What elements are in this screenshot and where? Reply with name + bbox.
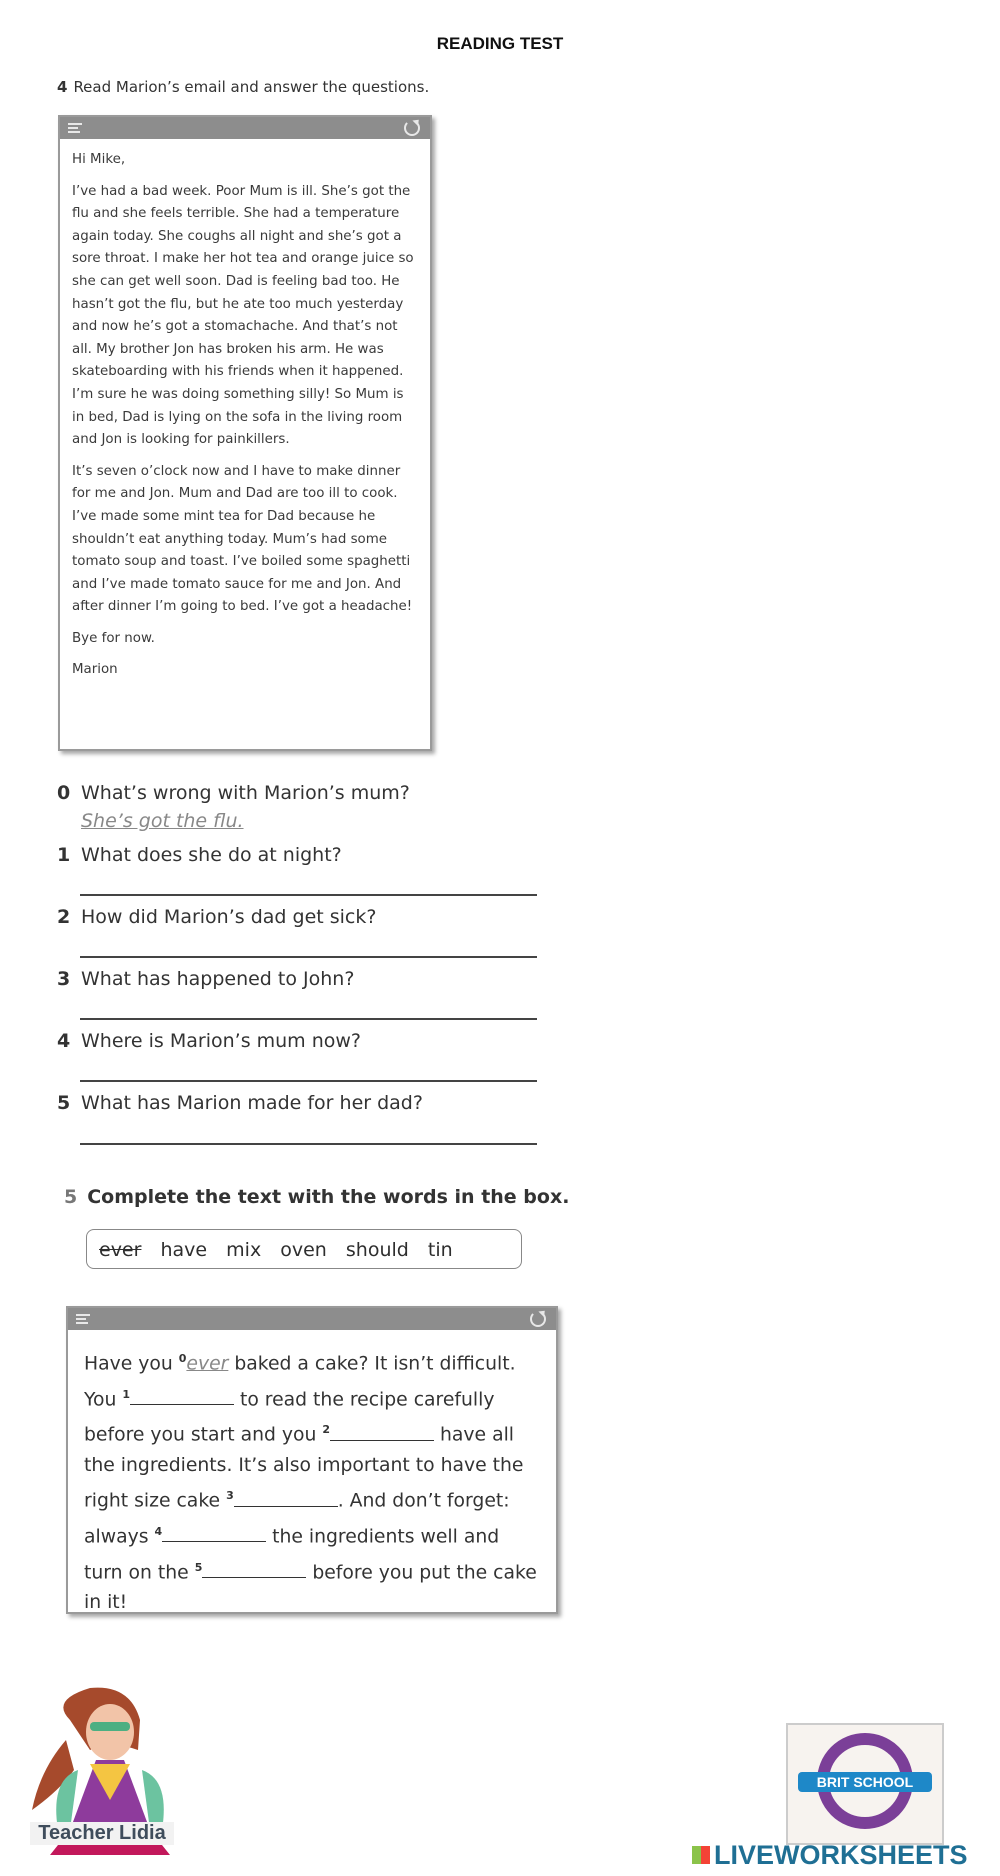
teacher-name: Teacher Lidia	[30, 1822, 174, 1845]
question-2	[57, 906, 376, 928]
email-card	[58, 115, 432, 751]
word-box-item: tin	[427, 1239, 453, 1261]
email-paragraph-1: I’ve had a bad week. Poor Mum is ill. She’s got the flu and she feels terrible. She had a temperature again today. She coughs all night and she’s got a sore throat. I make her hot tea and orange juice so she can get well soon. Dad is feeling bad too. He hasn’t got the flu, but he ate too much yesterday and now he’s got a stomachache. And that’s not all. My brother Jon has broken his arm. He was skateboarding with his friends when it happened. I’m sure he was doing something silly! So Mum is in bed, Dad is lying on the sofa in the living room and Jon is looking for painkillers.	[72, 183, 414, 448]
refresh-icon	[404, 120, 420, 136]
school-logo-text: BRIT SCHOOL	[816, 1774, 914, 1790]
cloze-line: You $^1$ to read the recipe carefully	[84, 1387, 495, 1410]
question-number: 3	[57, 968, 71, 990]
question-3	[57, 968, 354, 990]
liveworksheets-text: LIVEWORKSHEETS	[714, 1840, 968, 1870]
gap-number: 4	[154, 1525, 163, 1539]
question-number: 0	[57, 782, 71, 804]
word-box-item: have	[160, 1239, 208, 1261]
question-number: 4	[57, 1030, 71, 1052]
refresh-icon	[530, 1311, 546, 1327]
brit-school-logo	[786, 1723, 944, 1845]
question-text: How did Marion’s dad get sick?	[81, 906, 377, 928]
email-greeting: Hi Mike,	[72, 152, 126, 167]
question-text: Where is Marion’s mum now?	[81, 1030, 362, 1052]
question-number: 1	[57, 844, 71, 866]
question-number: 5	[57, 1092, 71, 1114]
gap-5-blank[interactable]	[202, 1559, 306, 1578]
word-box	[86, 1229, 522, 1269]
cloze-text	[68, 1330, 556, 1633]
gap-number: 5	[194, 1560, 203, 1574]
gap-1-blank[interactable]	[130, 1386, 234, 1405]
question-text: What’s wrong with Marion’s mum?	[81, 782, 410, 804]
question-4	[57, 1030, 361, 1052]
exercise-number: 5	[64, 1186, 78, 1208]
answer-line-3[interactable]	[80, 1018, 537, 1020]
cloze-line: the ingredients. It’s also important to have the	[84, 1455, 524, 1477]
answer-line-5[interactable]	[80, 1143, 537, 1145]
answer-line-2[interactable]	[80, 956, 537, 958]
gap-number: 1	[122, 1387, 130, 1401]
answer-line-1[interactable]	[80, 894, 537, 896]
instruction-text: Complete the text with the words in the box.	[87, 1186, 570, 1208]
cloze-line: in it!	[84, 1592, 128, 1614]
cloze-line: before you start and you $^2$ have all	[84, 1423, 515, 1446]
email-signature: Marion	[72, 662, 118, 678]
cloze-line: always $^4$ the ingredients well and	[84, 1525, 500, 1548]
question-text: What has Marion made for her dad?	[81, 1092, 423, 1114]
question-5	[57, 1092, 423, 1114]
exercise-number: 4	[57, 78, 68, 96]
brit-school-logo-graphic	[788, 1725, 942, 1843]
liveworksheets-logo	[692, 1840, 968, 1871]
answer-line-4[interactable]	[80, 1080, 537, 1082]
gap-number: 3	[226, 1489, 234, 1503]
email-signoff: Bye for now.	[72, 630, 155, 646]
cloze-toolbar	[68, 1308, 556, 1330]
question-1	[57, 844, 342, 866]
question-0-example-answer: She’s got the flu.	[81, 810, 244, 832]
question-number: 2	[57, 906, 71, 928]
question-text: What does she do at night?	[81, 844, 342, 866]
word-box-item: should	[345, 1239, 409, 1261]
menu-icon	[76, 1314, 90, 1324]
gap-2-blank[interactable]	[330, 1422, 434, 1441]
menu-icon	[68, 123, 82, 133]
exercise-5-instruction	[64, 1186, 569, 1208]
gap-3-blank[interactable]	[234, 1488, 338, 1507]
page-title: READING TEST	[436, 34, 564, 53]
email-toolbar	[60, 117, 430, 139]
example-answer: ever	[186, 1353, 229, 1375]
question-0	[57, 782, 410, 804]
question-text: What has happened to John?	[81, 968, 355, 990]
cloze-line: turn on the $^5$ before you put the cake	[84, 1560, 537, 1584]
liveworksheets-grid-icon	[692, 1846, 710, 1864]
word-box-item: ever	[99, 1239, 142, 1261]
cloze-line: Have you $^0$ever baked a cake? It isn’t difficult.	[84, 1352, 516, 1375]
gap-4-blank[interactable]	[162, 1523, 266, 1542]
instruction-text: Read Marion’s email and answer the questions.	[73, 78, 430, 96]
word-box-item: oven	[280, 1239, 327, 1261]
teacher-subtitle: EFL TEACHER	[62, 1848, 142, 1858]
exercise-4-instruction	[57, 78, 429, 96]
email-paragraph-2: It’s seven o’clock now and I have to make dinner for me and Jon. Mum and Dad are too ill to cook. I’ve made some mint tea for Dad because he shouldn’t eat anything today. Mum’s had some tomato soup and toast. I’ve boiled some spaghetti and I’ve made tomato sauce for me and Jon. And after dinner I’m going to bed. I’ve got a headache!	[72, 463, 413, 615]
gap-number: 0	[178, 1352, 187, 1365]
email-body	[60, 139, 430, 701]
gap-number: 2	[322, 1423, 331, 1437]
cloze-text-card	[66, 1306, 558, 1614]
word-box-item: mix	[226, 1239, 262, 1261]
cloze-line: right size cake $^3$ . And don’t forget:	[84, 1489, 510, 1512]
